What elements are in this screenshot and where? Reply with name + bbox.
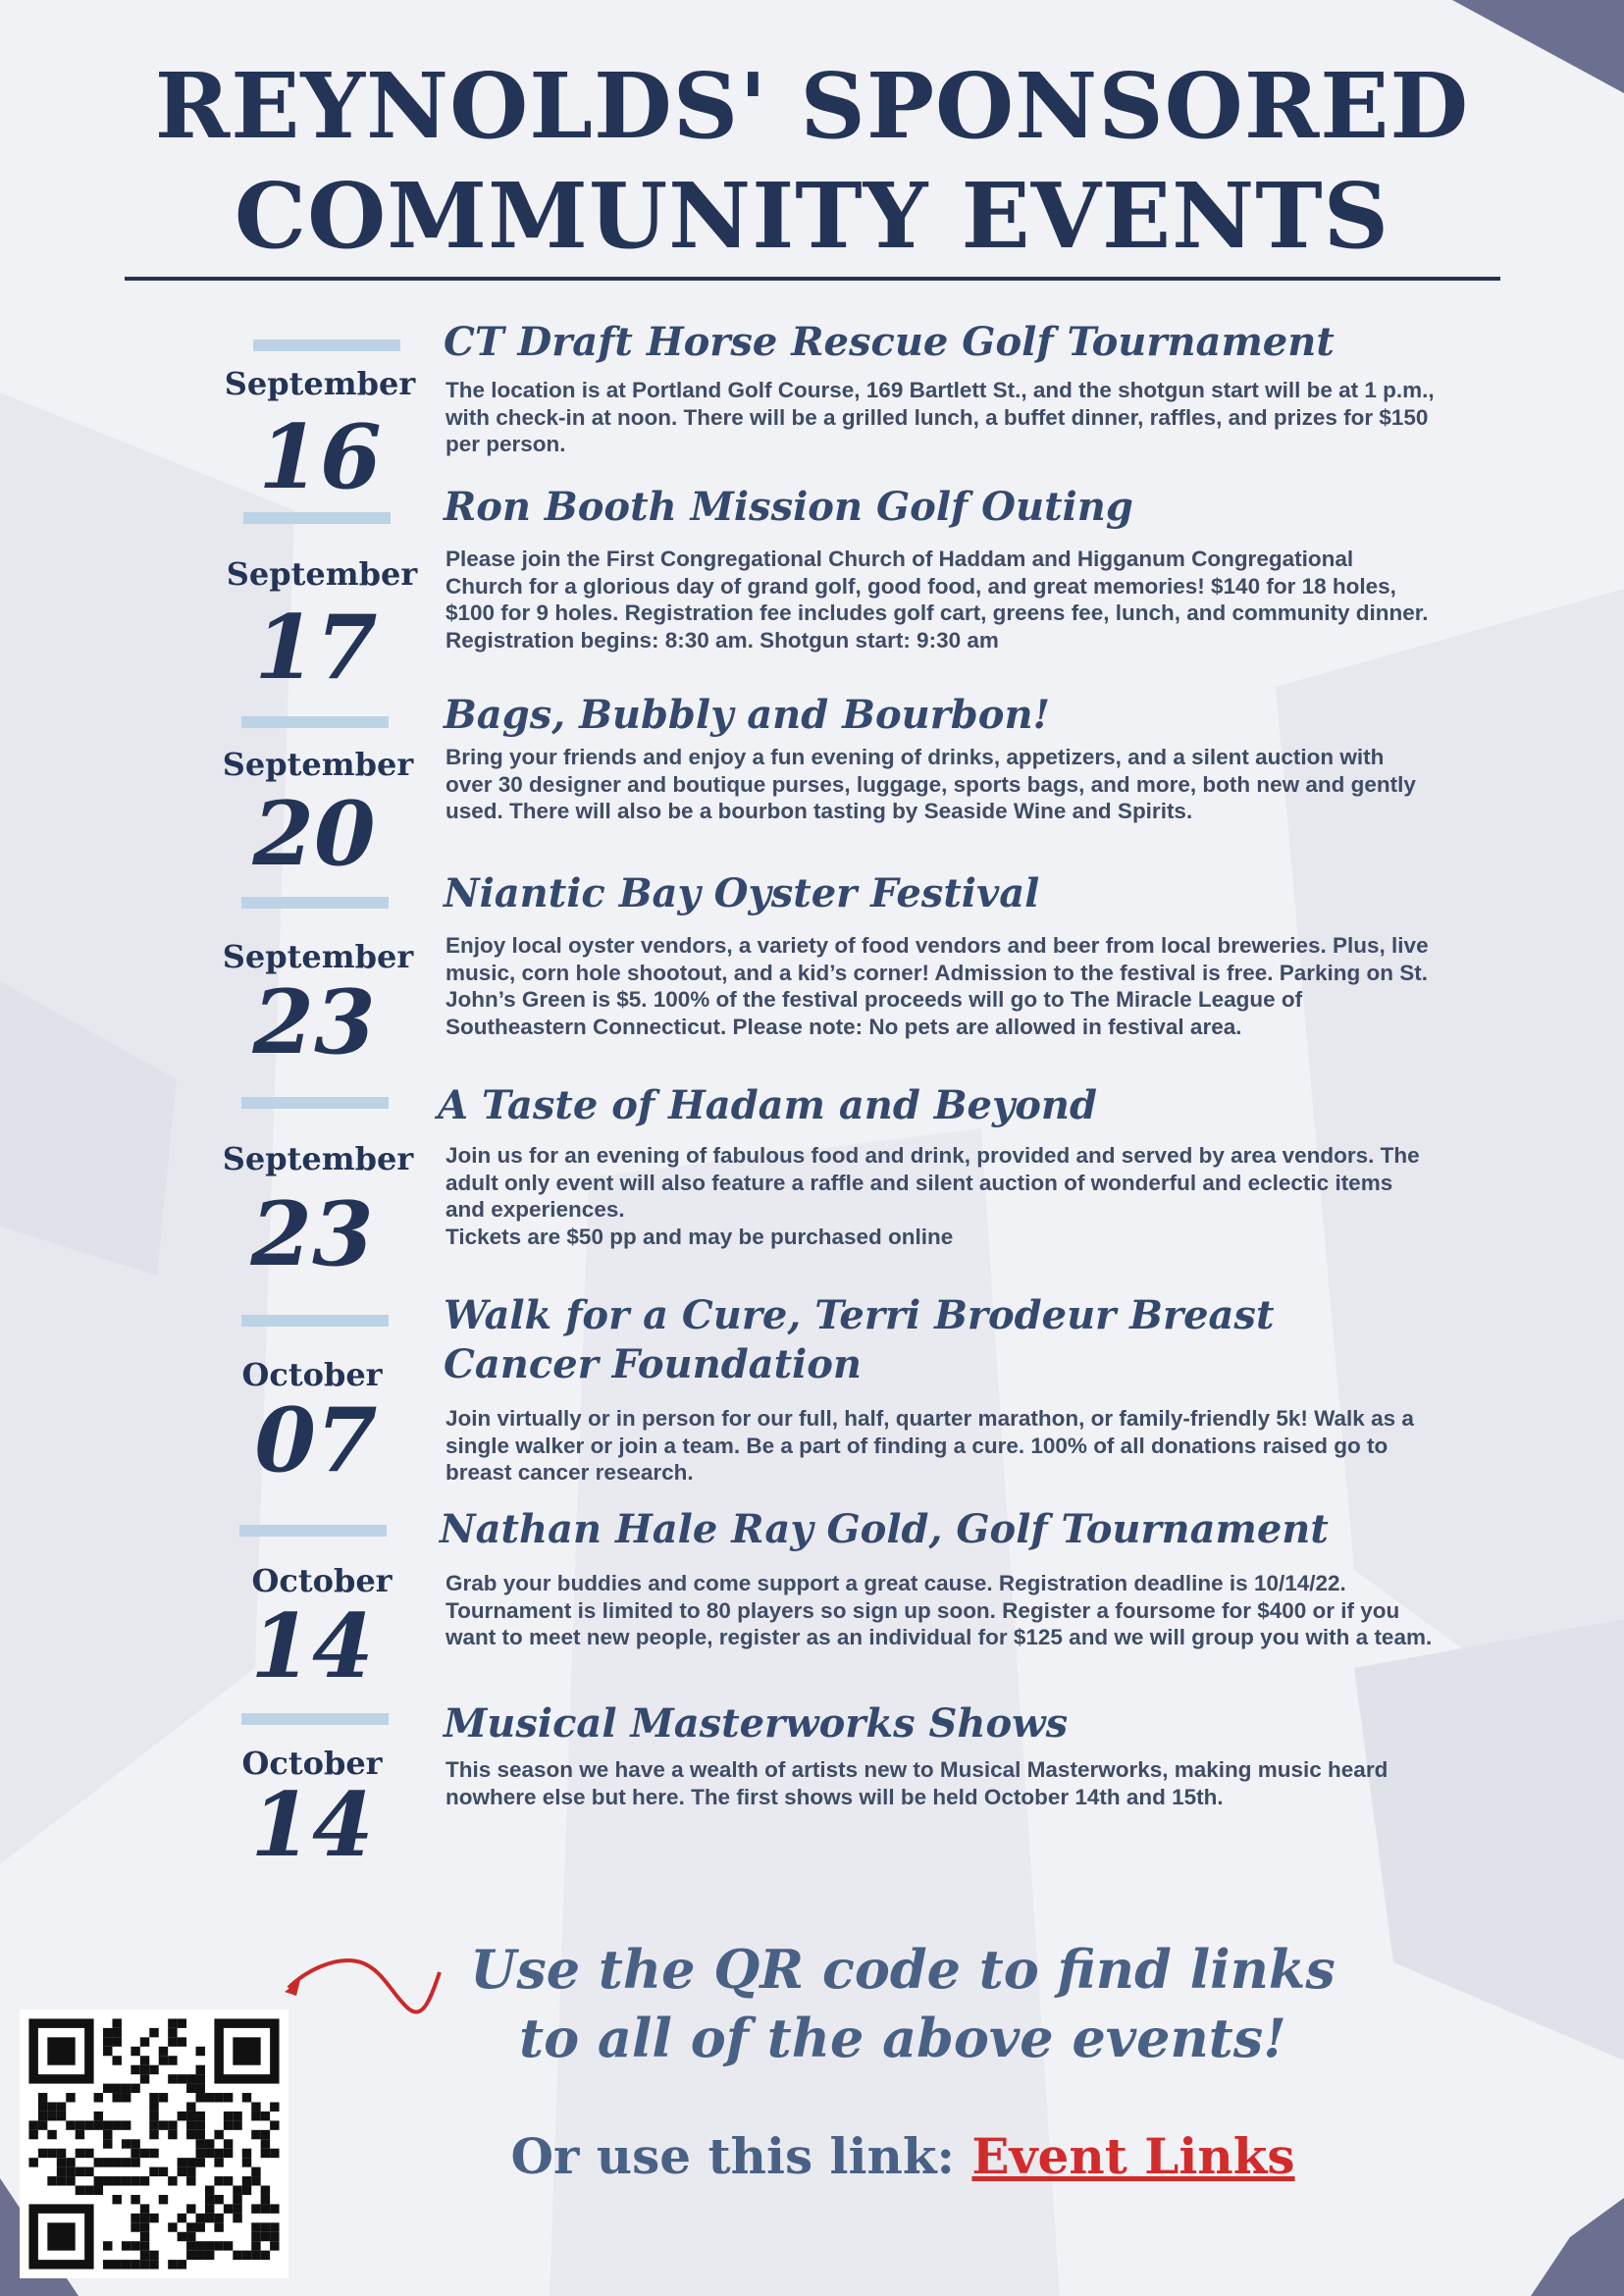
event-divider-bar xyxy=(241,897,389,909)
qr-callout xyxy=(412,1935,1393,2072)
event-day: 20 xyxy=(252,782,376,886)
event-month: October xyxy=(241,1356,383,1393)
event-month: October xyxy=(251,1562,393,1599)
event-description: Join virtually or in person for our full, half, quarter marathon, or family-friendly 5k! Walk as a single walker or join a team. Be a part of finding a cure. 100% of all donations raised go to breast cancer research. xyxy=(445,1406,1414,1485)
event-title: CT Draft Horse Rescue Golf Tournament xyxy=(444,319,1335,365)
event-month: September xyxy=(224,365,416,402)
event-divider-bar xyxy=(241,1097,389,1109)
event-description: Please join the First Congregational Church of Haddam and Higganum Congregational Church for a glorious day of grand golf, good food, and great memories! $140 for 18 holes, $100 for 9 holes. Registration fee includes golf cart, greens fee, lunch, and community dinner. Registration begins: 8:30 am. Shotgun start: 9:30 am xyxy=(445,547,1429,652)
event-day: 23 xyxy=(250,1182,374,1286)
event-description: The location is at Portland Golf Course, 169 Bartlett St., and the shotgun start will be at 1 p.m., with check-in at noon. There will be a grilled lunch, a buffet dinner, raffles, and prizes for $150 per person. xyxy=(445,378,1435,456)
event-month: September xyxy=(222,1140,414,1177)
link-line xyxy=(412,2127,1393,2185)
event-divider-bar xyxy=(241,1713,389,1725)
qr-callout-line-1: Use the QR code to find links xyxy=(470,1938,1336,2001)
qr-callout-line-2: to all of the above events! xyxy=(519,2007,1286,2069)
event-description: Bring your friends and enjoy a fun evening of drinks, appetizers, and a silent auction with over 30 designer and boutique purses, luggage, sports bags, and more, both new and gently used. There will also be a bourbon tasting by Seaside Wine and Spirits. xyxy=(445,745,1416,823)
event-description: Grab your buddies and come support a great cause. Registration deadline is 10/14/22. Tournament is limited to 80 players so sign up soon. Register a foursome for $400 or if you want to meet new people, register as an individual for $125 and we will group you with a team. xyxy=(445,1571,1433,1649)
event-description: Enjoy local oyster vendors, a variety of food vendors and beer from local breweries. Plus, live music, corn hole shootout, and a kid’s corner! Admission to the festival is free. Parking on St. John’s Green is $5. 100% of the festival proceeds will go to The Miracle League of Southeastern Connecticut. Please note: No pets are allowed in festival area. xyxy=(445,933,1429,1039)
event-description: This season we have a wealth of artists new to Musical Masterworks, making music heard nowhere else but here. The first shows will be held October 14th and 15th. xyxy=(445,1757,1388,1809)
event-divider-bar xyxy=(239,1525,387,1537)
event-divider-bar xyxy=(241,716,389,728)
event-day: 16 xyxy=(258,405,382,509)
event-title: Musical Masterworks Shows xyxy=(444,1700,1069,1747)
event-title: Walk for a Cure, Terri Brodeur Breast Cancer Foundation xyxy=(444,1292,1275,1387)
event-title: Niantic Bay Oyster Festival xyxy=(444,870,1040,916)
qr-code[interactable] xyxy=(20,2009,288,2278)
title-line-1: REYNOLDS' SPONSORED xyxy=(154,53,1470,159)
link-prefix: Or use this link: xyxy=(510,2127,955,2185)
event-divider-bar xyxy=(241,1315,389,1327)
event-day: 17 xyxy=(254,596,378,700)
event-month: September xyxy=(222,746,414,783)
event-links-link[interactable]: Event Links xyxy=(971,2127,1295,2185)
event-day: 14 xyxy=(250,1594,374,1698)
event-title: Ron Booth Mission Golf Outing xyxy=(444,484,1133,530)
event-title: A Taste of Hadam and Beyond xyxy=(438,1082,1097,1128)
event-month: October xyxy=(241,1745,383,1782)
event-title: Nathan Hale Ray Gold, Golf Tournament xyxy=(440,1506,1329,1552)
event-day: 07 xyxy=(254,1388,378,1492)
event-day: 14 xyxy=(250,1773,374,1877)
event-description: Join us for an evening of fabulous food and drink, provided and served by area vendors. The adult only event will also feature a raffle and silent auction of wonderful and eclectic items and experiences. Tickets are $50 pp and may be purchased online xyxy=(445,1143,1420,1249)
event-divider-bar xyxy=(243,512,391,524)
title-divider xyxy=(125,277,1500,281)
event-month: September xyxy=(222,938,414,975)
event-day: 23 xyxy=(252,970,376,1074)
event-divider-bar xyxy=(253,339,400,351)
title-line-2: COMMUNITY EVENTS xyxy=(234,163,1390,269)
page-title xyxy=(0,51,1624,271)
event-month: September xyxy=(226,555,418,593)
event-title: Bags, Bubbly and Bourbon! xyxy=(444,692,1051,738)
